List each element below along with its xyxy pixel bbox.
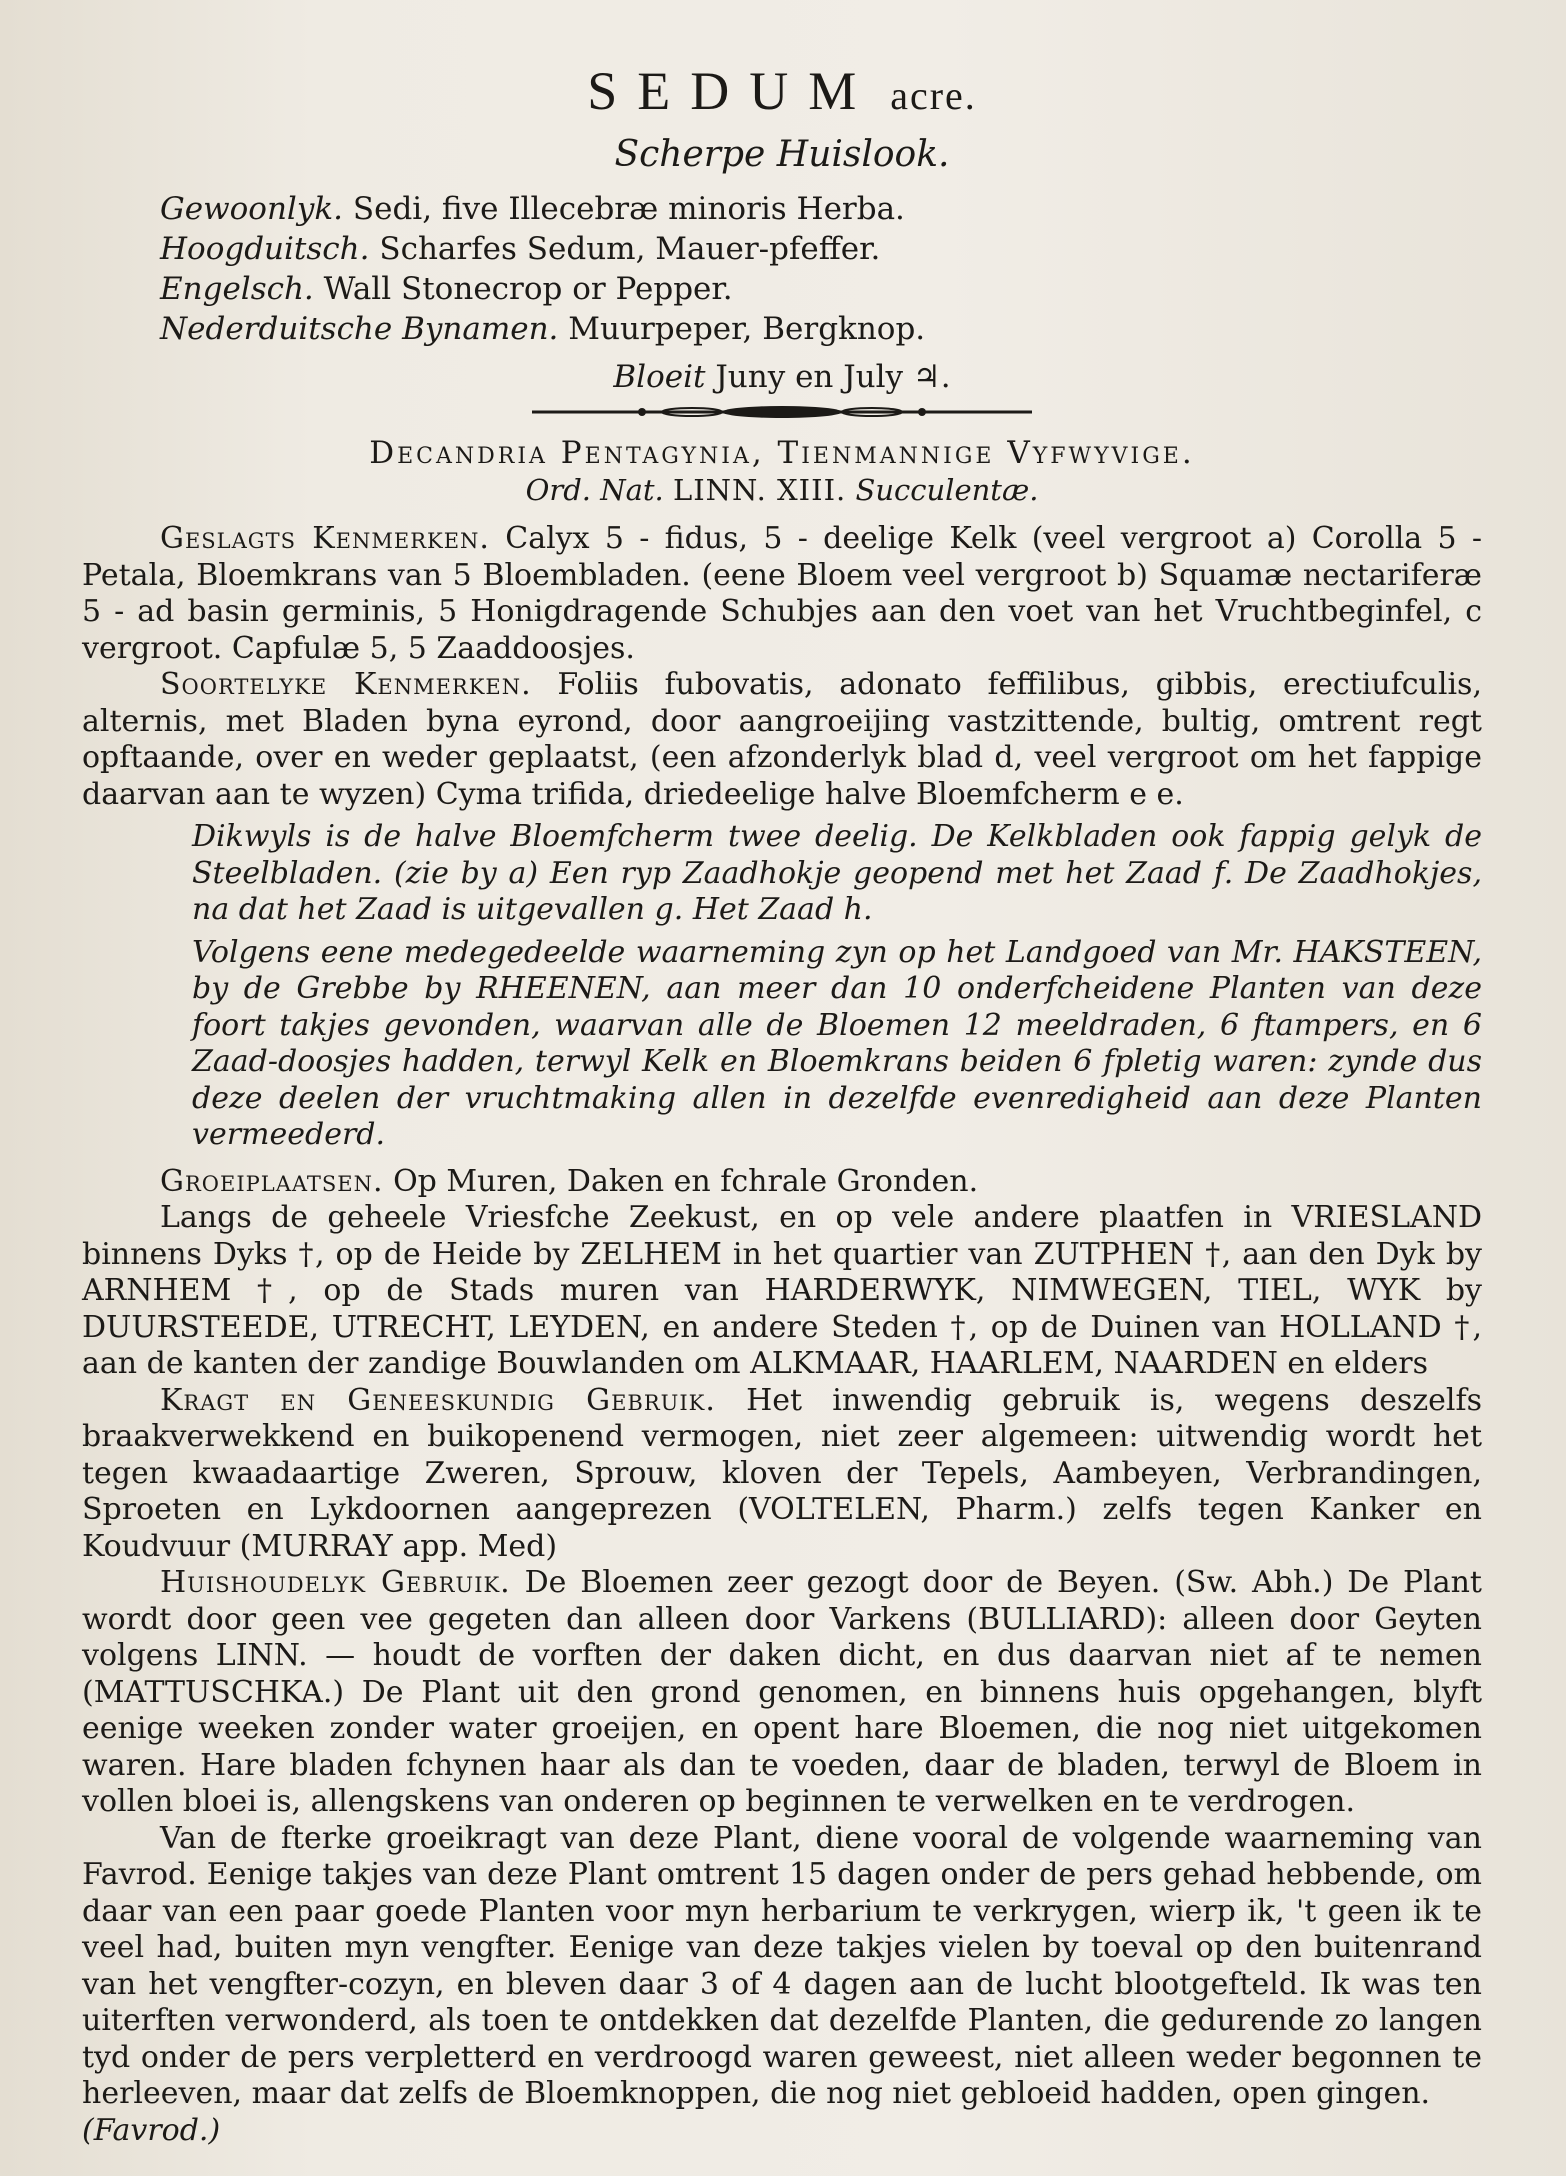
bloom-line <box>82 359 1482 395</box>
name-list <box>160 189 1482 349</box>
section-head: Geslagts Kenmerken. <box>160 521 490 556</box>
bloom-label: Bloeit <box>613 359 706 395</box>
favrod-observation: Van de fterke groeikragt van deze Plant, diene vooral de volgende waarneming van Favrod. Eenige takjes van deze Plant omtrent 15 dagen onder de pers gehad hebbende, om daar van een paar goede Planten voor myn herbarium te verkrygen, wierp ik, 't geen ik te veel had, buiten myn vengfter. Eenige van deze takjes vielen by toeval op den buitenrand van het vengfter-cozyn, en bleven daar 3 of 4 dagen aan de lucht blootgefteld. Ik was ten uiterften verwonderd, als toen te ontdekken dat dezelfde Planten, die gedurende zo langen tyd onder de pers verpletterd en verdroogd waren geweest, niet alleen weder begonnen te herleeven, maar dat zelfs de Bloemknoppen, die nog niet gebloeid hadden, open gingen. <box>82 1820 1482 2111</box>
name-label: Gewoonlyk. <box>160 191 344 227</box>
section-head: Huishoudelyk Gebruik. <box>160 1565 511 1600</box>
section-text: Foliis fubovatis, adonato feffilibus, gibbis, erectiufculis, alternis, met Bladen byna eyrond, door aangroeijing vastzittende, bultig, omtrent regt opftaande, over en weder geplaatst, (een afzonderlyk blad d, veel vergroot om het fappige daarvan aan te wyzen) Cyma trifida, driedeelige halve Bloemfcherm e e. <box>82 667 1482 812</box>
medicinal-use <box>82 1383 1482 1566</box>
name-label: Hoogduitsch. <box>160 231 370 267</box>
name-value: Sedi, five Illecebræ minoris Herba. <box>352 191 905 227</box>
name-row <box>160 309 1482 349</box>
habitat-locations: Langs de geheele Vriesfche Zeekust, en op vele andere plaatfen in VRIESLAND binnens Dyks †, op de Heide by ZELHEM in het quartier van ZUTPHEN †, aan den Dyk by ARNHEM †, op de Stads muren van HARDERWYK, NIMWEGEN, TIEL, WYK by DUURSTEEDE, UTRECHT, LEYDEN, en andere Steden †, op de Duinen van HOLLAND †, aan de kanten der zandige Bouwlanden om ALKMAAR, HAARLEM, NAARDEN en elders <box>82 1200 1482 1381</box>
ornament-divider <box>532 397 1032 427</box>
genus-characters <box>82 521 1482 667</box>
species: acre. <box>890 73 977 118</box>
body-text <box>82 521 1482 2149</box>
favrod-citation: (Favrod.) <box>82 2112 221 2148</box>
classification: Decandria Pentagynia, Tienmannige Vyfwyvige. <box>369 435 1195 471</box>
name-value: Muurpeper, Bergknop. <box>568 311 926 347</box>
section-head: Soortelyke Kenmerken. <box>160 667 532 702</box>
genus: SEDUM <box>587 61 877 121</box>
dutch-name: Scherpe Huislook. <box>614 134 950 175</box>
section-head: Groeiplaatsen. <box>160 1163 384 1199</box>
habitats <box>82 1164 1482 1201</box>
species-characters <box>82 667 1482 813</box>
name-label: Engelsch. <box>160 271 314 307</box>
order-name: Succulentæ. <box>855 473 1039 507</box>
spacer <box>82 1154 1482 1164</box>
name-row <box>160 229 1482 269</box>
household-use <box>82 1565 1482 1821</box>
section-text: Calyx 5 - fidus, 5 - deelige Kelk (veel vergroot a) Corolla 5 - Petala, Bloemkrans van 5 Bloembladen. (eene Bloem veel vergroot b) Squamæ nectariferæ 5 - ad basin germinis, 5 Honigdragende Schubjes aan den voet van het Vruchtbeginfel, c vergroot. Capfulæ 5, 5 Zaaddoosjes. <box>82 521 1482 666</box>
order-prefix: Ord. Nat. <box>525 473 664 507</box>
page-title <box>82 60 1482 122</box>
text-block <box>82 40 1482 2149</box>
name-row <box>160 189 1482 229</box>
name-value: Wall Stonecrop or Pepper. <box>323 271 733 307</box>
section-text: Op Muren, Daken en fchrale Gronden. <box>393 1163 979 1199</box>
note-figures: Dikwyls is de halve Bloemfcherm twee deelig. De Kelkbladen ook fappig gelyk de Steelbladen. (zie by a) Een ryp Zaadhokje geopend met het Zaad f. De Zaadhokjes, na dat het Zaad is uitgevallen g. Het Zaad h. <box>192 819 1482 927</box>
natural-order <box>82 473 1482 507</box>
section-text: De Bloemen zeer gezogt door de Beyen. (Sw. Abh.) De Plant wordt door geen vee gegeten dan alleen door Varkens (BULLIARD): alleen door Geyten volgens LINN. — houdt de vorften der daken dicht, en dus daarvan niet af te nemen (MATTUSCHKA.) De Plant uit den grond genomen, en binnens huis opgehangen, blyft eenige weeken zonder water groeijen, en opent hare Bloemen, die nog niet uitgekomen waren. Hare bladen fchynen haar als dan te voeden, daar de bladen, terwyl de Bloem in vollen bloei is, allengskens van onderen op beginnen te verwelken en te verdrogen. <box>82 1565 1482 1819</box>
bloom-value: Juny en July <box>715 359 904 395</box>
section-text: Het inwendig gebruik is, wegens deszelfs braakverwekkend en buikopenend vermogen, niet zeer algemeen: uitwendig wordt het tegen kwaadaartige Zweren, Sprouw, kloven der Tepels, Aambeyen, Verbrandingen, Sproeten en Lykdoornen aangeprezen (VOLTELEN, Pharm.) zelfs tegen Kanker en Koudvuur (MURRAY app. Med) <box>82 1382 1482 1564</box>
name-label: Nederduitsche Bynamen. <box>160 311 559 347</box>
name-row <box>160 269 1482 309</box>
note-observation: Volgens eene medegedeelde waarneming zyn op het Landgoed van Mr. HAKSTEEN, by de Grebbe by RHEENEN, aan meer dan 10 onderfcheidene Planten van deze foort takjes gevonden, waarvan alle de Bloemen 12 meeldraden, 6 ftampers, en 6 Zaad-doosjes hadden, terwyl Kelk en Bloemkrans beiden 6 fpletig waren: zynde dus deze deelen der vruchtmaking allen in dezelfde evenredigheid aan deze Planten vermeederd. <box>192 934 1482 1152</box>
order-linn: LINN. XIII. <box>672 473 847 507</box>
perennial-symbol: ♃. <box>912 359 951 395</box>
section-head: Kragt en Geneeskundig Gebruik. <box>160 1382 716 1418</box>
name-value: Scharfes Sedum, Mauer-pfeffer. <box>379 231 881 267</box>
